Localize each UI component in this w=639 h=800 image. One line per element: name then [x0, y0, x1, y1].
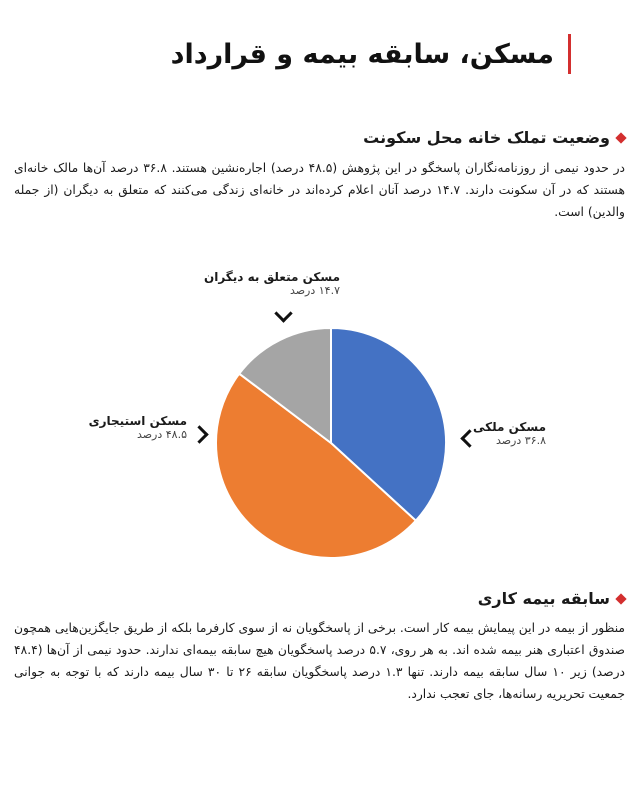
- diamond-bullet-icon: [615, 132, 626, 143]
- insurance-paragraph: منظور از بیمه در این پیمایش بیمه کار است. برخی از پاسخگویان نه از سوی کارفرما بلکه از طریق جایگزین‌هایی همچون صندوق اعتباری هنر بیمه شده اند. به هر روی، ۵.۷ درصد پاسخگویان هیچ سابقه بیمه‌ای ندارند. حدود نیمی از آن‌ها (۴۸.۴ درصد) زیر ۱۰ سال سابقه بیمه دارند. تنها ۱.۳ درصد پاسخگویان سابقه ۲۶ تا ۳۰ سال بیمه دارند که با توجه به جوانی جمعیت تحریریه رسانه‌ها، جای تعجب ندارد.: [14, 621, 625, 701]
- pie-svg: [0, 258, 639, 568]
- label-rented: [88, 414, 187, 441]
- section-heading-insurance: [478, 589, 625, 608]
- label-rented-value: ۴۸.۵ درصد: [136, 428, 187, 441]
- housing-paragraph: در حدود نیمی از روزنامه‌نگاران پاسخگو در این پژوهش (۴۸.۵ درصد) اجاره‌نشین هستند. ۳۶.۸ درصد آن‌ها مالک خانه‌ای هستند که در آن سکونت دارند. ۱۴.۷ درصد آنان اعلام کرده‌اند در خانه‌ای زندگی می‌کنند که متعلق به دیگران (از جمله والدین) است.: [14, 161, 625, 219]
- label-owned-value: ۳۶.۸ درصد: [495, 434, 546, 447]
- section-heading-text: وضعیت تملک خانه محل سکونت: [363, 128, 610, 147]
- page-title: مسکن، سابقه بیمه و قرارداد: [170, 38, 554, 70]
- page-header: [171, 34, 571, 74]
- label-others-value: ۱۴.۷ درصد: [289, 284, 340, 297]
- diamond-bullet-icon: [615, 593, 626, 604]
- label-others-name: مسکن متعلق به دیگران: [203, 270, 340, 284]
- label-others: [203, 270, 340, 297]
- title-accent-bar: [568, 34, 571, 74]
- housing-pie-chart: [0, 258, 639, 568]
- section-heading-housing: [363, 128, 625, 147]
- label-owned: [472, 420, 546, 447]
- section-heading-text: سابقه بیمه کاری: [477, 589, 610, 608]
- label-rented-name: مسکن استیجاری: [88, 414, 187, 428]
- label-owned-name: مسکن ملکی: [472, 420, 546, 434]
